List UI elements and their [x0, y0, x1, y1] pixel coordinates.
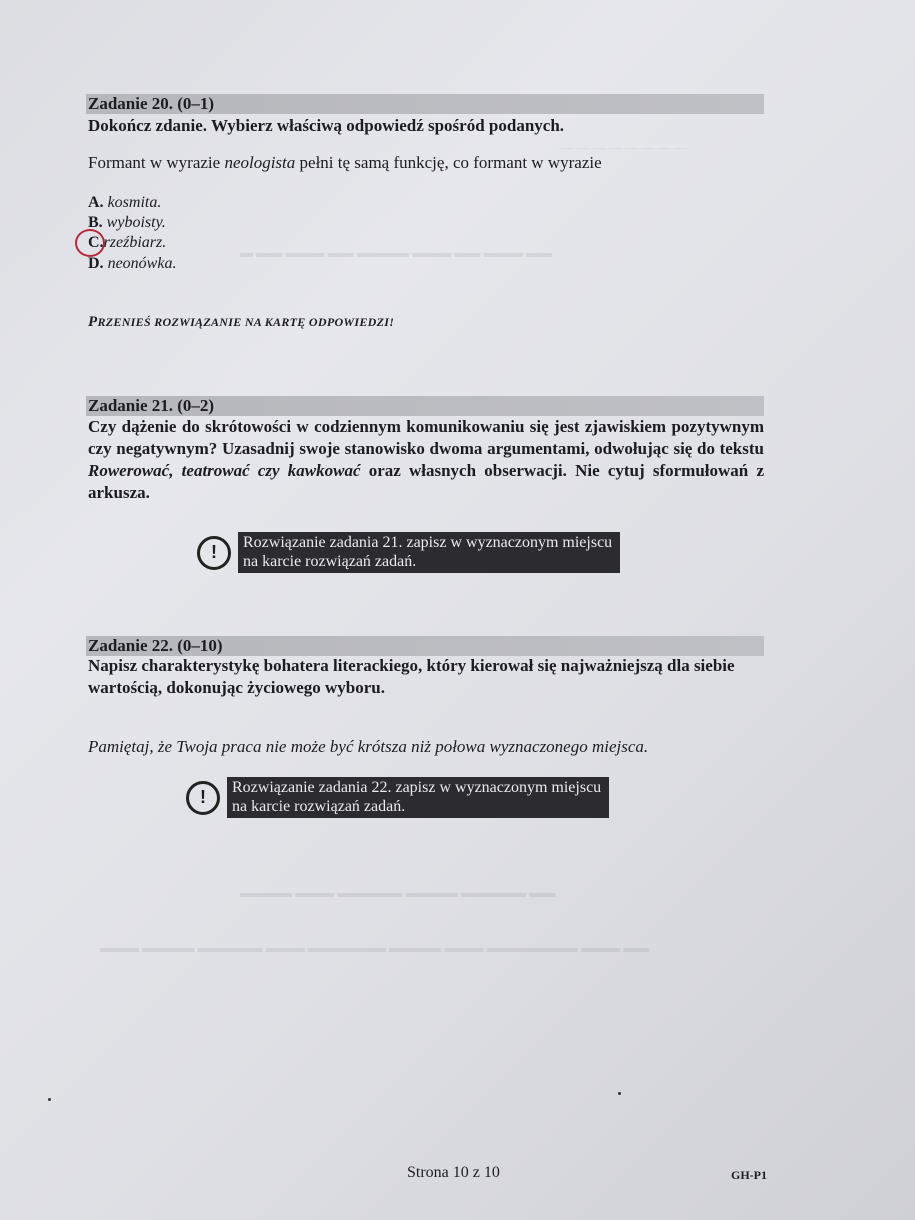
transfer-rest: RZENIEŚ ROZWIĄZANIE NA KARTĘ ODPOWIEDZI!	[97, 315, 395, 329]
task-22-prompt: Napisz charakterystykę bohatera literackiego, który kierował się najważniejszą dla siebie wartością, dokonując życiowego wyboru.	[88, 656, 735, 697]
notice-line: na karcie rozwiązań zadań.	[243, 553, 417, 570]
option-word: kosmita.	[107, 194, 162, 211]
task-20-prompt: Dokończ zdanie. Wybierz właściwą odpowiedź spośród podanych.	[88, 116, 565, 135]
paper-speck	[618, 1092, 621, 1095]
bleed-through-text: ▬▬▬▬ ▬▬▬ ▬▬▬▬▬ ▬▬▬▬ ▬▬▬▬▬ ▬▬	[240, 885, 556, 900]
option-letter: B.	[88, 214, 103, 231]
task-22-reminder: Pamiętaj, że Twoja praca nie może być krótsza niż połowa wyznaczonego miejsca.	[88, 737, 649, 756]
transfer-instruction	[88, 314, 394, 331]
stem-word: neologista	[224, 153, 296, 172]
option-d[interactable]	[88, 255, 176, 273]
task-21-prompt	[88, 416, 764, 504]
option-word: wyboisty.	[106, 214, 166, 231]
notice-line: Rozwiązanie zadania 22. zapisz w wyznaczonym miejscu	[232, 779, 602, 796]
prompt-text: Czy dążenie do skrótowości w codziennym komunikowaniu się jest zjawiskiem pozytywnym czy negatywnym? Uzasadnij swoje stanowisko dwoma argumentami, odwołując się do tekstu	[88, 417, 764, 458]
bleed-through-text: ▬ ▬▬ ▬▬▬ ▬▬ ▬▬▬▬ ▬▬▬ ▬▬ ▬▬▬ ▬▬	[240, 245, 552, 260]
exam-code: GH-P1	[731, 1168, 767, 1182]
notice-line: Rozwiązanie zadania 21. zapisz w wyznaczonym miejscu	[243, 534, 613, 551]
notice-box	[227, 777, 609, 818]
option-word: rzeźbiarz.	[103, 234, 167, 251]
option-letter: C.	[88, 234, 104, 251]
handwritten-circle-mark	[75, 229, 105, 257]
task-20-stem	[88, 152, 602, 174]
exclamation-icon: !	[197, 536, 231, 570]
task-21-header: Zadanie 21. (0–2)	[86, 396, 764, 416]
task-22-header: Zadanie 22. (0–10)	[86, 636, 764, 656]
notice-line: na karcie rozwiązań zadań.	[232, 798, 406, 815]
page-number: Strona 10 z 10	[407, 1164, 500, 1181]
exclamation-icon: !	[186, 781, 220, 815]
option-word: neonówka.	[107, 255, 177, 272]
stem-text: Formant w wyrazie	[88, 153, 225, 172]
text-title: Rowerować, teatrować czy kawkować	[88, 461, 361, 480]
bleed-through-text: ― ― ― ― ― ― ― ―	[560, 140, 687, 155]
stem-text: pełni tę samą funkcję, co formant w wyrazie	[295, 153, 602, 172]
transfer-first-letter: P	[88, 314, 98, 330]
task-20-header: Zadanie 20. (0–1)	[86, 94, 764, 114]
bleed-through-text: ▬▬▬ ▬▬▬▬ ▬▬▬▬▬ ▬▬▬ ▬▬▬▬▬▬ ▬▬▬▬ ▬▬▬ ▬▬▬▬▬▬▬ ▬▬▬ ▬▬	[100, 940, 650, 955]
paper-speck	[48, 1098, 51, 1101]
option-letter: A.	[88, 194, 104, 211]
task-22-notice	[186, 777, 609, 818]
option-letter: D.	[88, 255, 104, 272]
notice-box	[238, 532, 620, 573]
option-a[interactable]	[88, 194, 161, 212]
prompt-text: oraz własnych obserwacji. Nie cytuj sformułowań z arkusza.	[88, 461, 764, 502]
task-21-notice	[197, 532, 620, 573]
option-b[interactable]	[88, 214, 166, 232]
